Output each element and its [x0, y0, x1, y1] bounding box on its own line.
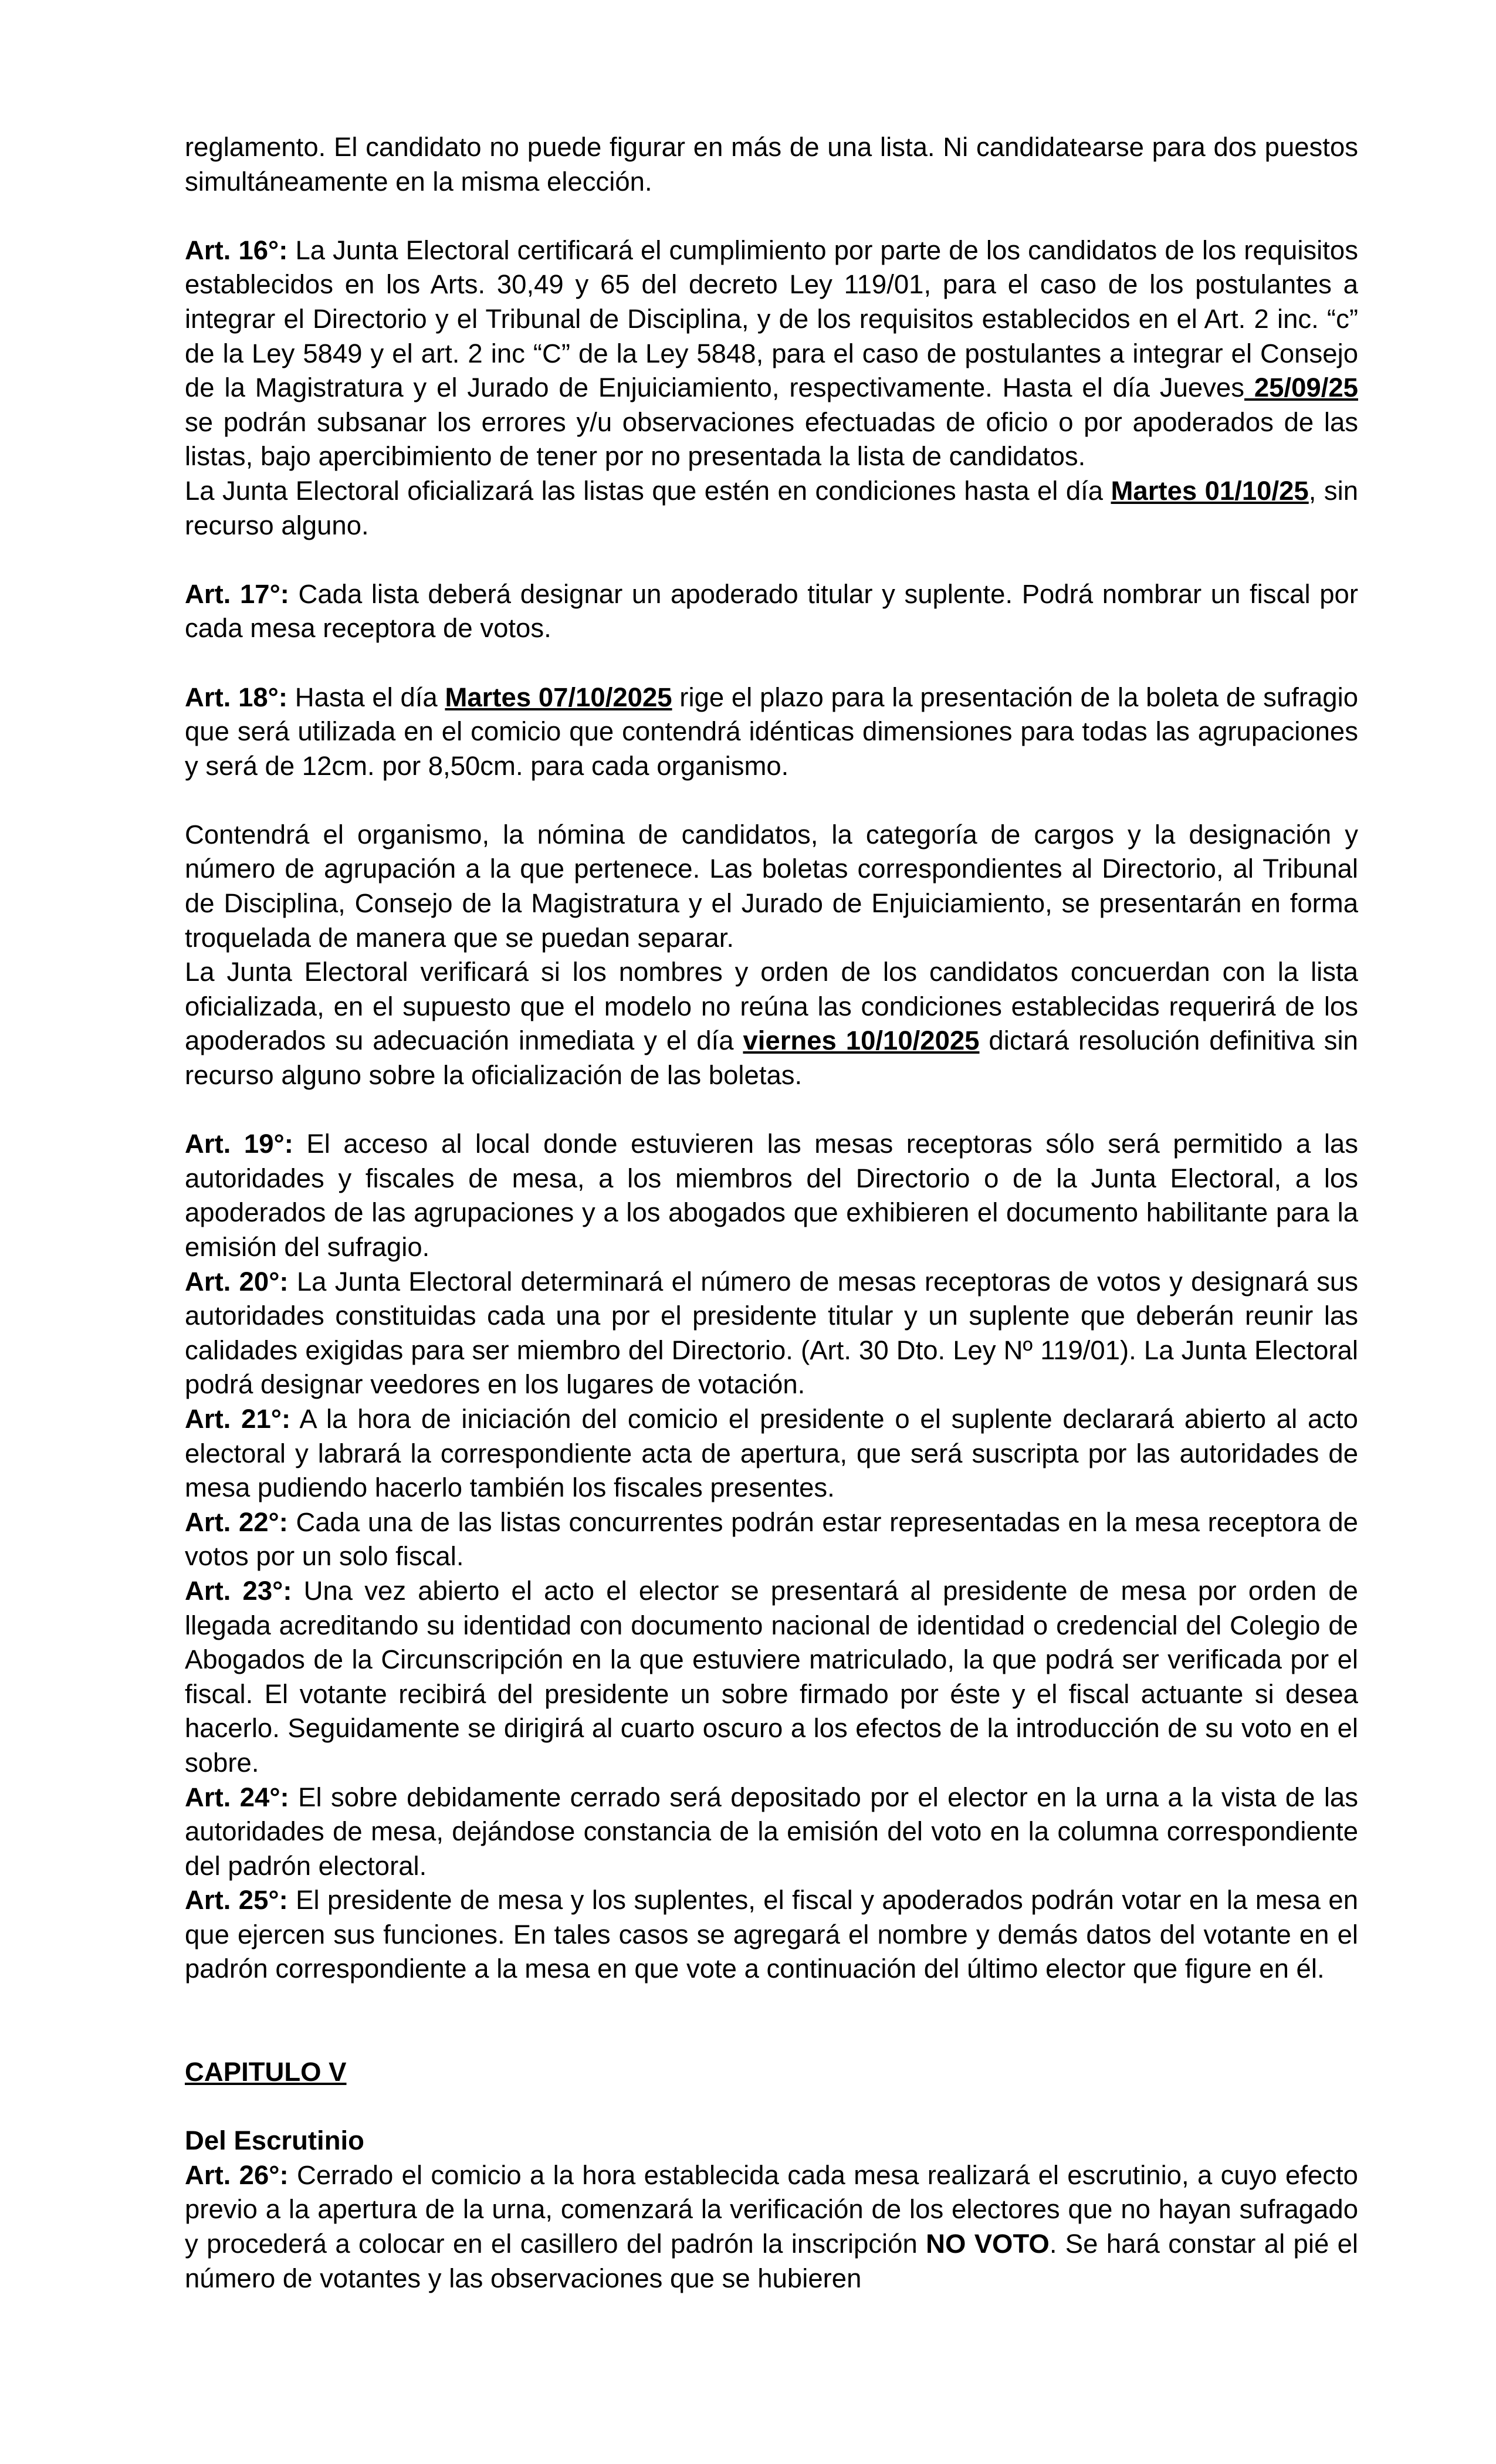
article-17-label: Art. 17°: [185, 578, 289, 609]
article-20 [185, 1265, 1358, 1402]
spacer [185, 783, 1358, 818]
spacer [185, 1986, 1358, 2055]
article-18-para-3-text-2: dictará resolución definitiva sin recurso alguno sobre la oficialización de las boletas. [185, 1025, 1358, 1091]
spacer [185, 199, 1358, 233]
chapter-title: CAPITULO V [185, 2057, 347, 2087]
spacer [185, 646, 1358, 681]
article-18 [185, 681, 1358, 784]
article-16-text: La Junta Electoral certificará el cumplimiento por parte de los candidatos de los requisitos establecidos en los Arts. 30,49 y 65 del decreto Ley 119/01, para el caso de los postulantes a integrar el Directorio y el Tribunal de Disciplina, y de los requisitos establecidos en el Art. 2 inc. “c” de la Ley 5849 y el art. 2 inc “C” de la Ley 5848, para el caso de postulantes a integrar el Consejo de la Magistratura y el Jurado de Enjuiciamiento, respectivamente. Hasta el día Jueves [185, 235, 1358, 403]
chapter-subtitle: Del Escrutinio [185, 2125, 364, 2156]
article-19-text: El acceso al local donde estuvieren las mesas receptoras sólo será permitido a las autoridades y fiscales de mesa, a los miembros del Directorio o de la Junta Electoral, a los apoderados de las agrupaciones y a los abogados que exhibieren el documento habilitante para la emisión del sufragio. [185, 1129, 1358, 1262]
article-25-text: El presidente de mesa y los suplentes, el fiscal y apoderados podrán votar en la mesa en que ejercen sus funciones. En tales casos se agregará el nombre y demás datos del votante en el padrón correspondiente a la mesa en que vote a continuación del último elector que figure en él. [185, 1885, 1358, 1984]
article-26 [185, 2158, 1358, 2296]
article-21-text: A la hora de iniciación del comicio el presidente o el suplente declarará abierto al acto electoral y labrará la correspondiente acta de apertura, que será suscripta por las autoridades de mesa pudiendo hacerlo también los fiscales presentes. [185, 1403, 1358, 1503]
article-20-text: La Junta Electoral determinará el número de mesas receptoras de votos y designará sus autoridades constituidas cada una por el presidente titular y un suplente que deberán reunir las calidades exigidas para ser miembro del Directorio. (Art. 30 Dto. Ley Nº 119/01). La Junta Electoral podrá designar veedores en los lugares de votación. [185, 1266, 1358, 1400]
article-22 [185, 1505, 1358, 1574]
article-24-label: Art. 24°: [185, 1782, 289, 1812]
document-page [185, 130, 1358, 2296]
article-16-date-1: 25/09/25 [1244, 373, 1358, 403]
spacer [185, 2090, 1358, 2124]
article-18-para-3-text: La Junta Electoral verificará si los nombres y orden de los candidatos concuerdan con la lista oficializada, en el supuesto que el modelo no reúna las condiciones establecidas requerirá de los apoderados su adecuación inmediata y el día [185, 957, 1358, 1056]
article-21-label: Art. 21°: [185, 1403, 291, 1434]
article-18-label: Art. 18°: [185, 682, 288, 712]
article-25-label: Art. 25°: [185, 1885, 288, 1915]
article-19-label: Art. 19°: [185, 1129, 293, 1159]
article-18-text-2: rige el plazo para la presentación de la boleta de sufragio que será utilizada en el comicio que contendrá idénticas dimensiones para todas las agrupaciones y será de 12cm. por 8,50cm. para cada organismo. [185, 682, 1359, 781]
article-23 [185, 1574, 1358, 1781]
intro-text: reglamento. El candidato no puede figurar en más de una lista. Ni candidatearse para dos puestos simultáneamente en la misma elección. [185, 132, 1358, 197]
article-16-continuation [185, 474, 1358, 543]
article-22-text: Cada una de las listas concurrentes podrán estar representadas en la mesa receptora de votos por un solo fiscal. [185, 1507, 1358, 1572]
article-21 [185, 1402, 1358, 1505]
article-26-text: Cerrado el comicio a la hora establecida cada mesa realizará el escrutinio, a cuyo efecto previo a la apertura de la urna, comenzará la verificación de los electores que no hayan sufragado y procederá a colocar en el casillero del padrón la inscripción [185, 2160, 1358, 2259]
article-17 [185, 577, 1358, 646]
article-22-label: Art. 22°: [185, 1507, 288, 1537]
article-16-label: Art. 16°: [185, 235, 288, 265]
article-16-date-2: Martes 01/10/25 [1111, 475, 1309, 506]
article-19 [185, 1127, 1358, 1264]
article-18-text: Hasta el día [287, 682, 445, 712]
spacer [185, 1093, 1358, 1128]
article-18-para-2-text: Contendrá el organismo, la nómina de candidatos, la categoría de cargos y la designación y número de agrupación a la que pertenece. Las boletas correspondientes al Directorio, al Tribunal de Disciplina, Consejo de la Magistratura y el Jurado de Enjuiciamiento, se presentarán en forma troquelada de manera que se puedan separar. [185, 819, 1358, 953]
article-26-text-2: . Se hará constar al pié el número de votantes y las observaciones que se hubieren [185, 2229, 1359, 2293]
article-18-date-1: Martes 07/10/2025 [445, 682, 672, 712]
article-18-paragraph-3 [185, 955, 1358, 1092]
article-26-label: Art. 26°: [185, 2160, 289, 2190]
article-16 [185, 233, 1358, 474]
article-24 [185, 1781, 1358, 1884]
article-16-text-2: se podrán subsanar los errores y/u observaciones efectuadas de oficio o por apoderados de las listas, bajo apercibimiento de tener por no presentada la lista de candidatos. [185, 407, 1358, 472]
article-16-text-3: La Junta Electoral oficializará las listas que estén en condiciones hasta el día [185, 475, 1111, 506]
article-23-label: Art. 23°: [185, 1575, 292, 1606]
intro-paragraph [185, 130, 1358, 199]
article-23-text: Una vez abierto el acto el elector se presentará al presidente de mesa por orden de llegada acreditando su identidad con documento nacional de identidad o credencial del Colegio de Abogados de la Circunscripción en la que estuviere matriculado, la que podrá ser verificada por el fiscal. El votante recibirá del presidente un sobre firmado por éste y el fiscal actuante si desea hacerlo. Seguidamente se dirigirá al cuarto oscuro a los efectos de la introducción de su voto en el sobre. [185, 1575, 1358, 1778]
article-26-emphasis: NO VOTO [926, 2229, 1050, 2259]
article-25 [185, 1883, 1358, 1986]
article-16-text-4: , sin recurso alguno. [185, 475, 1358, 540]
article-18-date-2: viernes 10/10/2025 [743, 1025, 980, 1056]
article-20-label: Art. 20°: [185, 1266, 289, 1297]
article-18-paragraph-2 [185, 818, 1358, 955]
article-24-text: El sobre debidamente cerrado será depositado por el elector en la urna a la vista de las autoridades de mesa, dejándose constancia de la emisión del voto en la columna correspondiente del padrón electoral. [185, 1782, 1358, 1881]
article-17-text: Cada lista deberá designar un apoderado titular y suplente. Podrá nombrar un fiscal por cada mesa receptora de votos. [185, 578, 1358, 644]
spacer [185, 543, 1358, 577]
